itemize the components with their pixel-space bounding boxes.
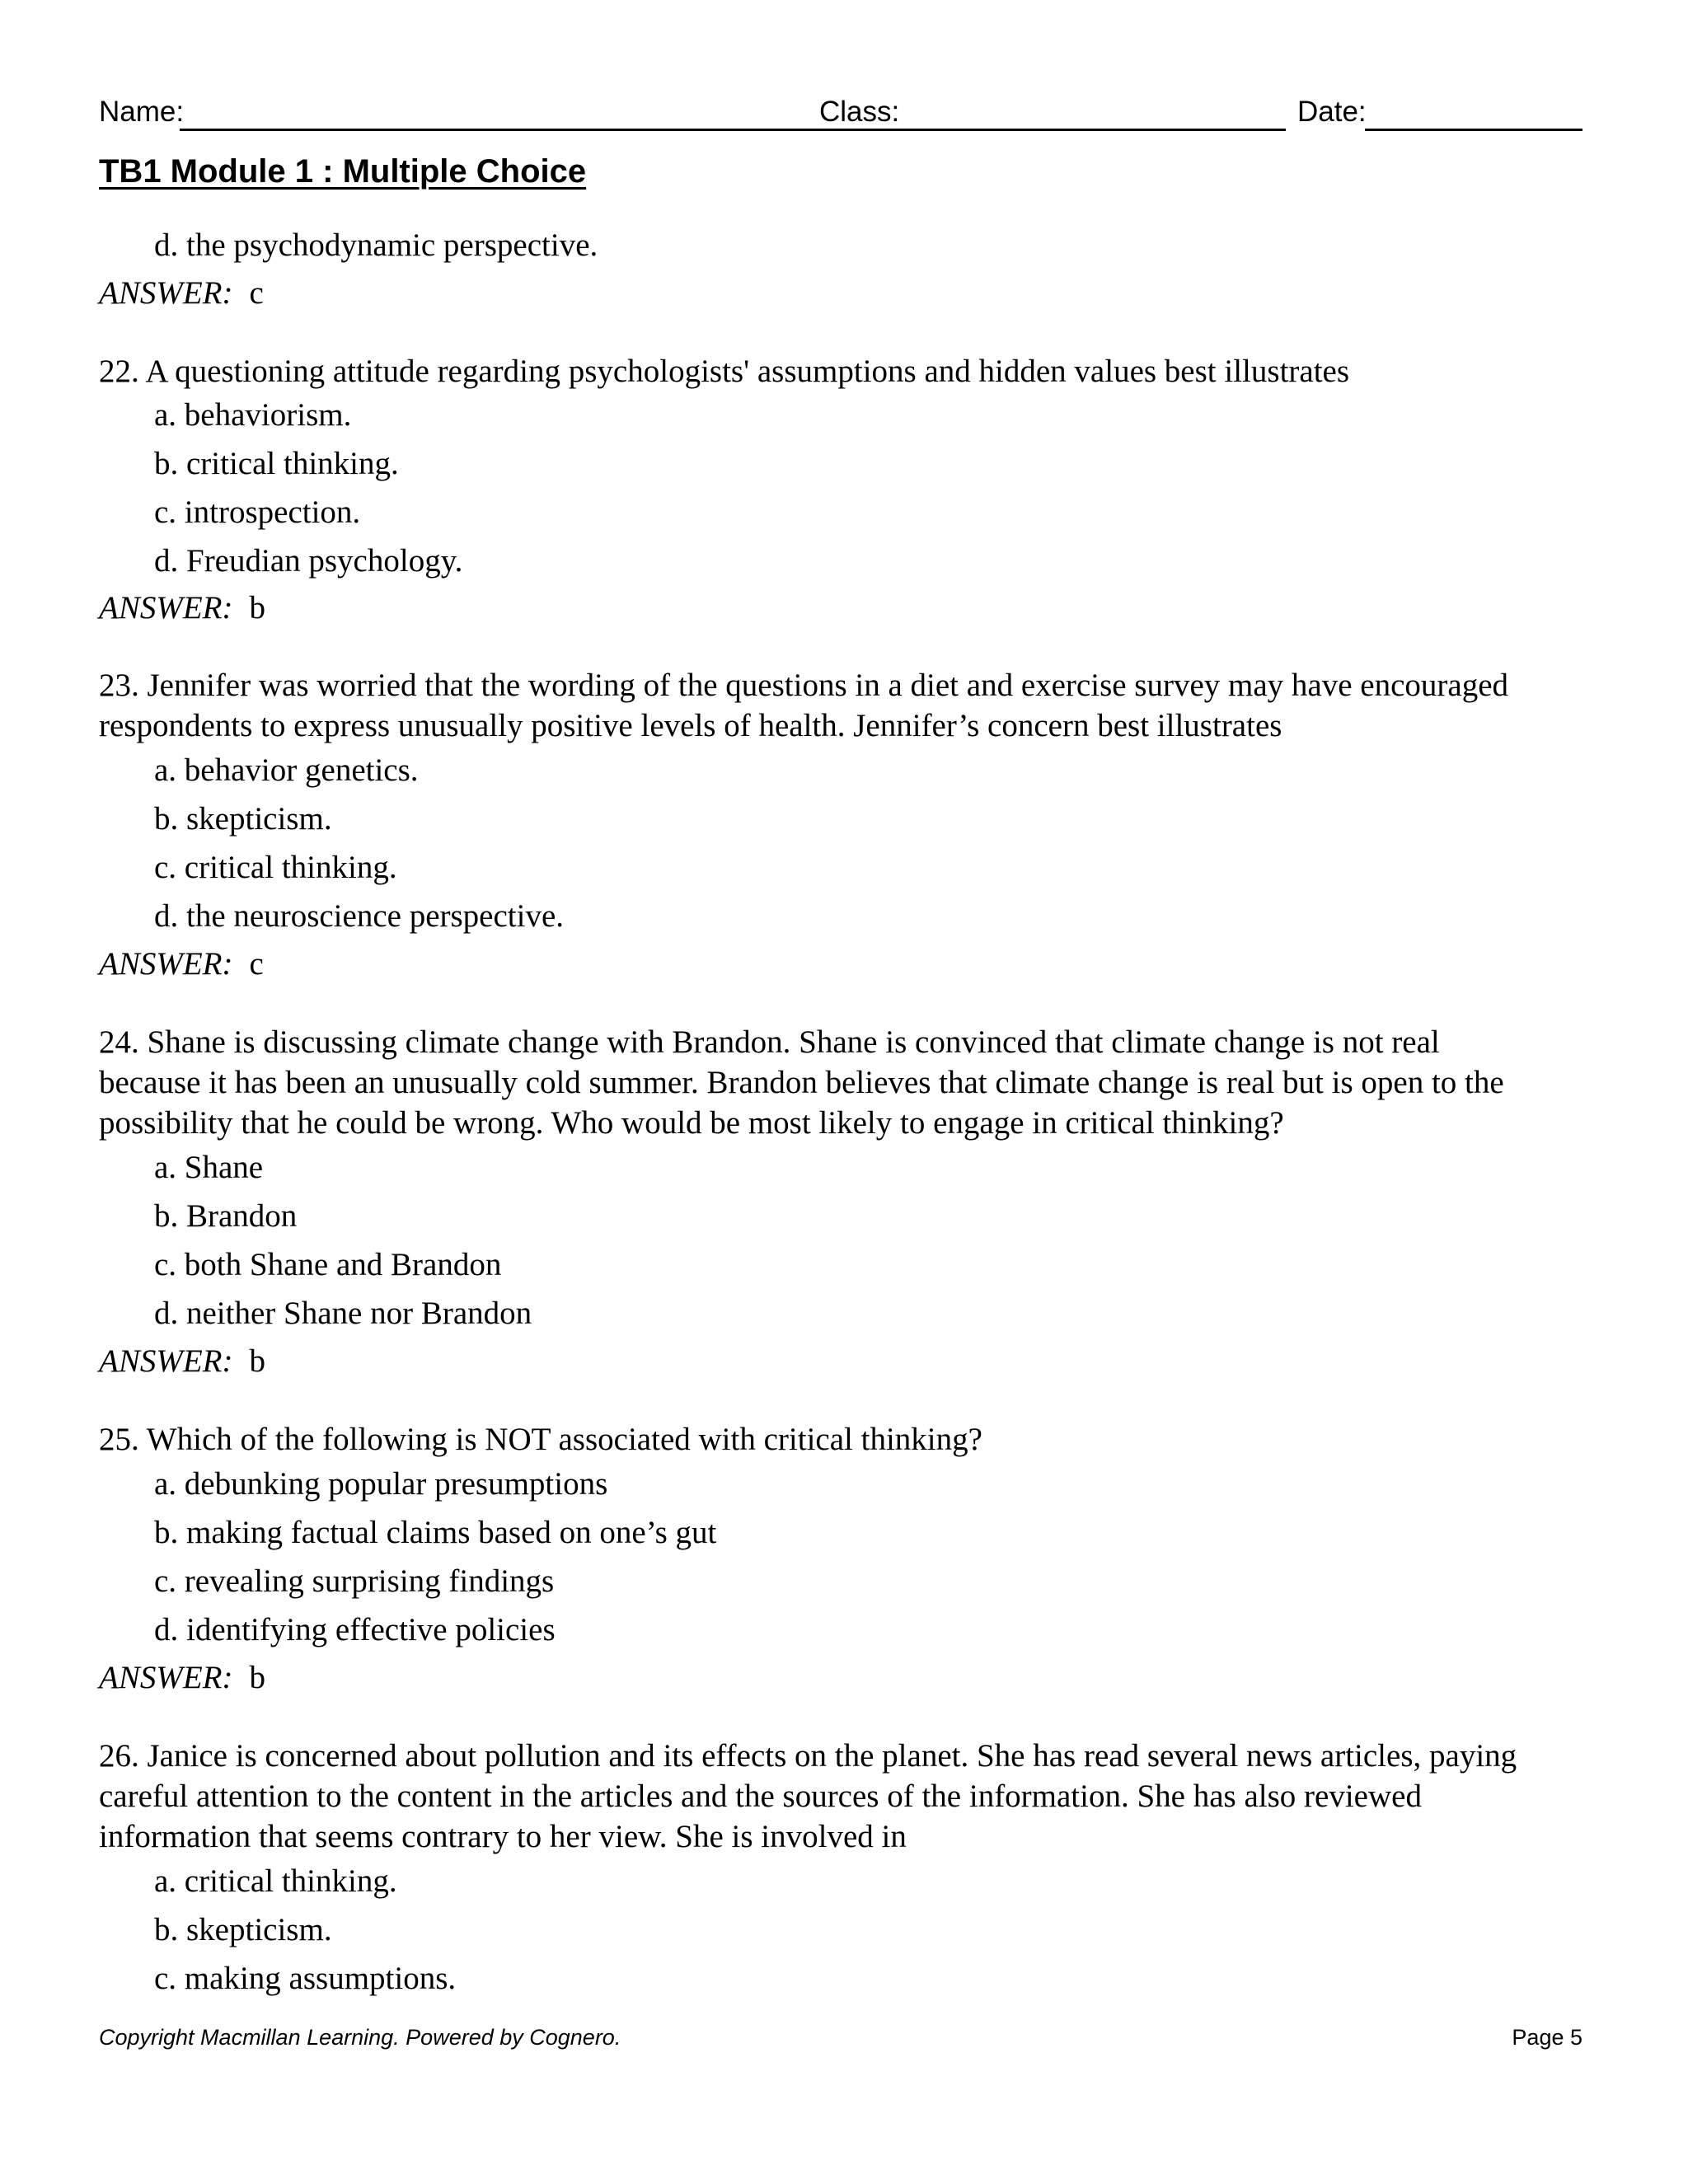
answer-label: ANSWER:	[99, 946, 233, 982]
question-23-stem-line-1: 23. Jennifer was worried that the wording of the questions in a diet and exercise survey may have encouraged	[99, 668, 1509, 703]
question-26-stem-line-1: 26. Janice is concerned about pollution and its effects on the planet. She has read several news articles, paying	[99, 1738, 1517, 1774]
question-24-option-a: a. Shane	[154, 1150, 264, 1185]
question-24-option-d: d. neither Shane nor Brandon	[154, 1296, 532, 1331]
answer-value: b	[249, 590, 265, 626]
class-blank-line	[893, 129, 1286, 131]
answer-value: c	[249, 946, 264, 982]
question-22-answer	[99, 592, 265, 624]
question-24-stem-line-1: 24. Shane is discussing climate change with Brandon. Shane is convinced that climate change is not real	[99, 1024, 1440, 1060]
answer-value: b	[249, 1660, 265, 1695]
continued-answer	[99, 277, 264, 309]
worksheet-header	[99, 92, 1582, 142]
question-26-stem-line-2: careful attention to the content in the articles and the sources of the information. She has also reviewed	[99, 1779, 1422, 1814]
question-25-stem: 25. Which of the following is NOT associated with critical thinking?	[99, 1422, 982, 1457]
question-26-option-c: c. making assumptions.	[154, 1961, 457, 1996]
name-blank-line	[180, 129, 907, 131]
name-label: Name:	[99, 96, 185, 128]
question-26-stem-line-3: information that seems contrary to her view. She is involved in	[99, 1819, 907, 1854]
question-22-option-a: a. behaviorism.	[154, 397, 352, 433]
answer-label: ANSWER:	[99, 1343, 233, 1379]
question-23-option-c: c. critical thinking.	[154, 850, 397, 885]
question-23-stem-line-2: respondents to express unusually positive levels of health. Jennifer’s concern best illustrates	[99, 708, 1282, 743]
question-25-answer	[99, 1661, 265, 1694]
question-24-answer	[99, 1345, 265, 1377]
date-blank-line	[1365, 129, 1582, 131]
question-23-option-a: a. behavior genetics.	[154, 752, 419, 788]
question-23-option-d: d. the neuroscience perspective.	[154, 898, 565, 934]
question-24-stem-line-2: because it has been an unusually cold summer. Brandon believes that climate change is real but is open to the	[99, 1065, 1504, 1100]
date-label: Date:	[1297, 96, 1367, 128]
question-26-option-a: a. critical thinking.	[154, 1863, 397, 1899]
continued-option: d. the psychodynamic perspective.	[154, 227, 598, 263]
question-24-option-b: b. Brandon	[154, 1198, 298, 1234]
answer-label: ANSWER:	[99, 275, 233, 311]
answer-label: ANSWER:	[99, 1660, 233, 1695]
question-22-option-b: b. critical thinking.	[154, 446, 399, 481]
answer-label: ANSWER:	[99, 590, 233, 626]
question-24-stem-line-3: possibility that he could be wrong. Who would be most likely to engage in critical thinking?	[99, 1105, 1284, 1141]
question-22-option-d: d. Freudian psychology.	[154, 543, 463, 579]
answer-value: c	[249, 275, 264, 311]
question-24-option-c: c. both Shane and Brandon	[154, 1247, 502, 1282]
question-22-stem: 22. A questioning attitude regarding psychologists' assumptions and hidden values best illustrates	[99, 354, 1350, 389]
footer-page-number: Page 5	[1512, 2025, 1582, 2050]
question-25-option-d: d. identifying effective policies	[154, 1612, 556, 1647]
footer-copyright: Copyright Macmillan Learning. Powered by Cognero.	[99, 2025, 621, 2050]
question-22-option-c: c. introspection.	[154, 494, 361, 530]
question-25-option-c: c. revealing surprising findings	[154, 1563, 555, 1599]
answer-value: b	[249, 1343, 265, 1379]
page-title: TB1 Module 1 : Multiple Choice	[99, 153, 587, 190]
question-25-option-a: a. debunking popular presumptions	[154, 1466, 608, 1502]
question-26-option-b: b. skepticism.	[154, 1912, 332, 1947]
class-label: Class:	[819, 96, 900, 128]
question-23-option-b: b. skepticism.	[154, 801, 332, 837]
question-23-answer	[99, 948, 264, 980]
question-25-option-b: b. making factual claims based on one’s gut	[154, 1515, 717, 1550]
